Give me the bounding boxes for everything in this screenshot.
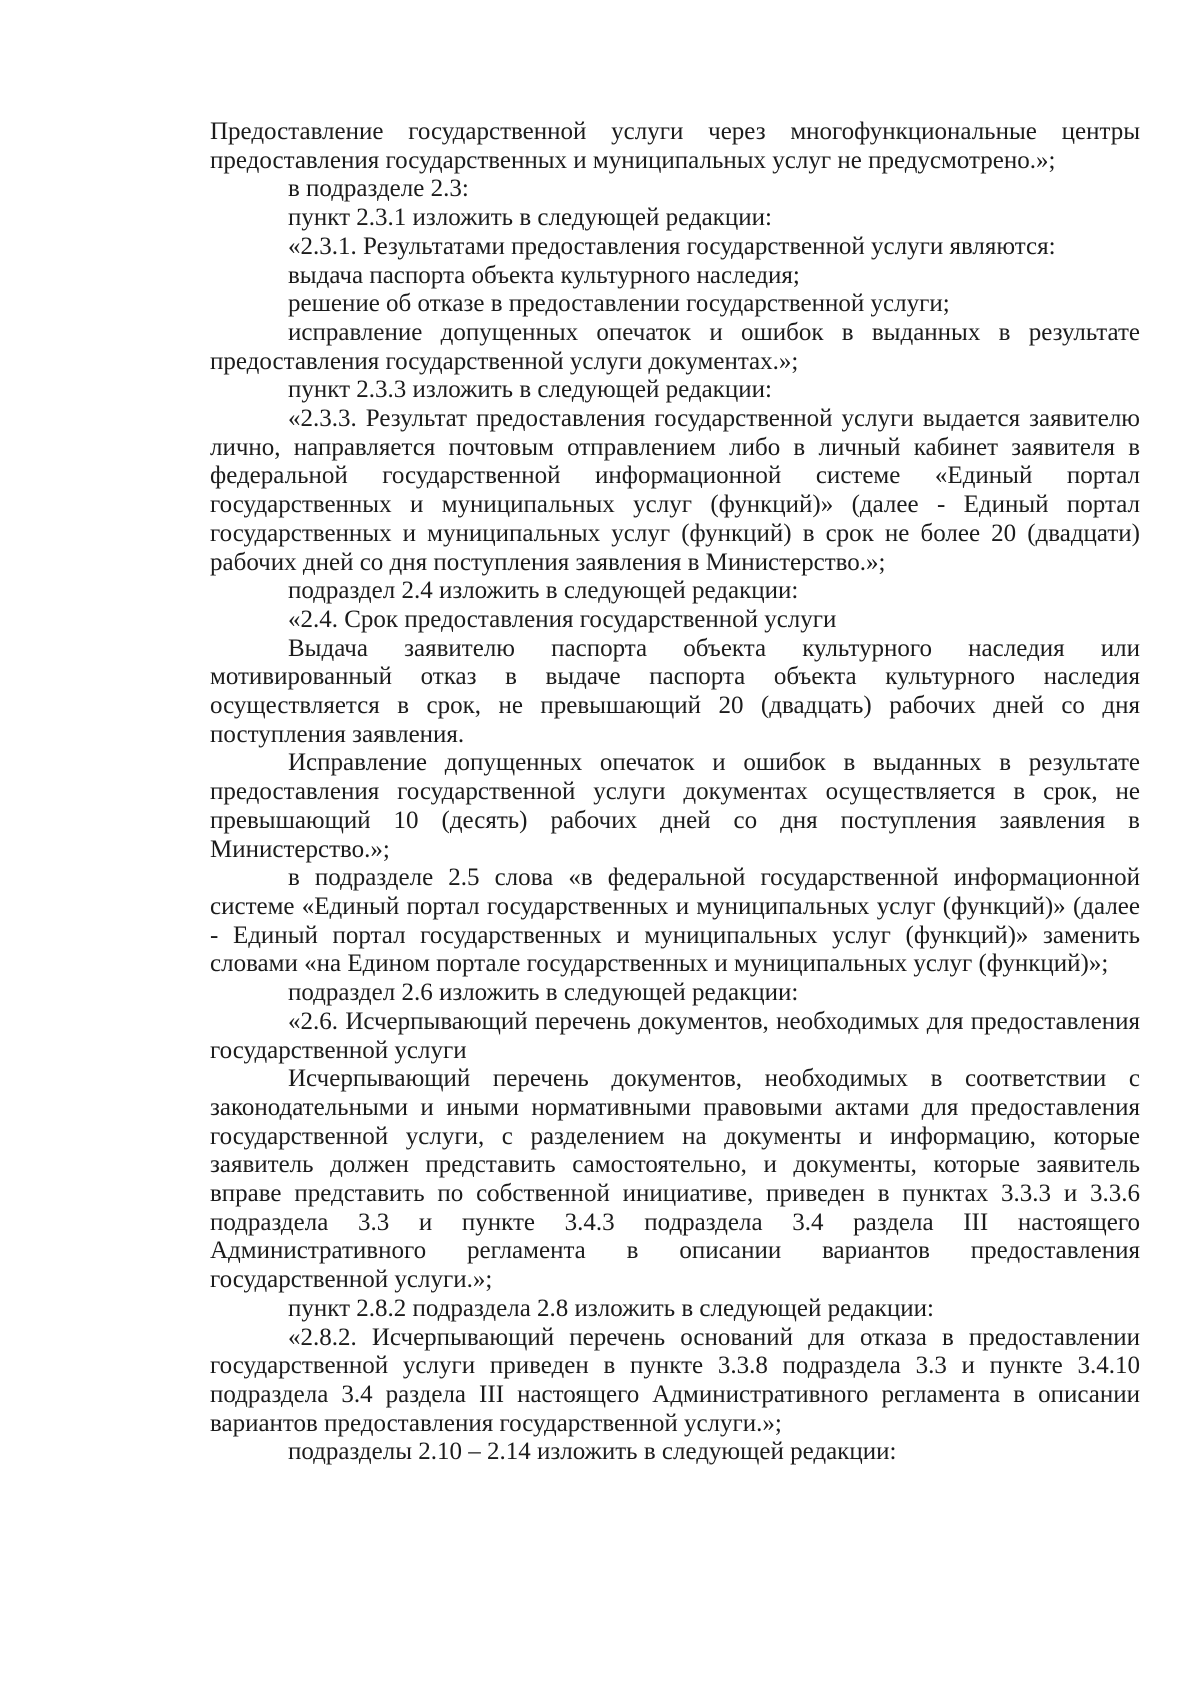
paragraph: исправление допущенных опечаток и ошибок в выданных в результате предоставления государственной услуги документах.»; <box>210 318 1140 375</box>
paragraph: выдача паспорта объекта культурного наследия; <box>288 261 800 289</box>
paragraph: подразделы 2.10 – 2.14 изложить в следующей редакции: <box>288 1438 897 1466</box>
paragraph: в подразделе 2.5 слова «в федеральной государственной информационной системе «Единый портал государственных и муниципальных услуг (функций)» (далее - Единый портал государственных и муниципальных услуг (функций)» заменить словами «на Едином портале государственных и муниципальных услуг (функций)»; <box>210 864 1140 978</box>
paragraph: «2.3.3. Результат предоставления государственной услуги выдается заявителю лично, направляется почтовым отправлением либо в личный кабинет заявителя в федеральной государственной информационной системе «Единый портал государственных и муниципальных услуг (функций)» (далее - Единый портал государственных и муниципальных услуг (функций) в срок не более 20 (двадцати) рабочих дней со дня поступления заявления в Министерство.»; <box>210 405 1140 576</box>
paragraph: Исчерпывающий перечень документов, необходимых в соответствии с законодательными и иными нормативными правовыми актами для предоставления государственной услуги, с разделением на документы и информацию, которые заявитель должен представить самостоятельно, и документы, которые заявитель вправе представить по собственной инициативе, приведен в пунктах 3.3.3 и 3.3.6 подраздела 3.3 и пункте 3.4.3 подраздела 3.4 раздела III настоящего Административного регламента в описании вариантов предоставления государственной услуги.»; <box>210 1065 1140 1294</box>
paragraph: подраздел 2.6 изложить в следующей редакции: <box>288 979 799 1007</box>
paragraph: Исправление допущенных опечаток и ошибок в выданных в результате предоставления государственной услуги документах осуществляется в срок, не превышающий 10 (десять) рабочих дней со дня поступления заявления в Министерство.»; <box>210 749 1140 863</box>
document-body <box>210 118 1140 1467</box>
paragraph: «2.6. Исчерпывающий перечень документов, необходимых для предоставления государственной услуги <box>210 1007 1140 1064</box>
paragraph: пункт 2.8.2 подраздела 2.8 изложить в следующей редакции: <box>288 1294 934 1322</box>
paragraph: «2.3.1. Результатами предоставления государственной услуги являются: <box>288 232 1056 260</box>
paragraph: Предоставление государственной услуги через многофункциональные центры предоставления государственных и муниципальных услуг не предусмотрено.»; <box>210 118 1140 174</box>
paragraph: решение об отказе в предоставлении государственной услуги; <box>288 290 950 318</box>
paragraph: подраздел 2.4 изложить в следующей редакции: <box>288 577 799 605</box>
paragraph: пункт 2.3.1 изложить в следующей редакции: <box>288 204 772 232</box>
paragraph: в подразделе 2.3: <box>288 175 469 203</box>
paragraph: «2.4. Срок предоставления государственной услуги <box>288 605 837 633</box>
paragraph: Выдача заявителю паспорта объекта культурного наследия или мотивированный отказ в выдаче паспорта объекта культурного наследия осуществляется в срок, не превышающий 20 (двадцать) рабочих дней со дня поступления заявления. <box>210 634 1140 748</box>
paragraph: пункт 2.3.3 изложить в следующей редакции: <box>288 376 772 404</box>
paragraph: «2.8.2. Исчерпывающий перечень оснований для отказа в предоставлении государственной услуги приведен в пункте 3.3.8 подраздела 3.3 и пункте 3.4.10 подраздела 3.4 раздела III настоящего Административного регламента в описании вариантов предоставления государственной услуги.»; <box>210 1323 1140 1437</box>
